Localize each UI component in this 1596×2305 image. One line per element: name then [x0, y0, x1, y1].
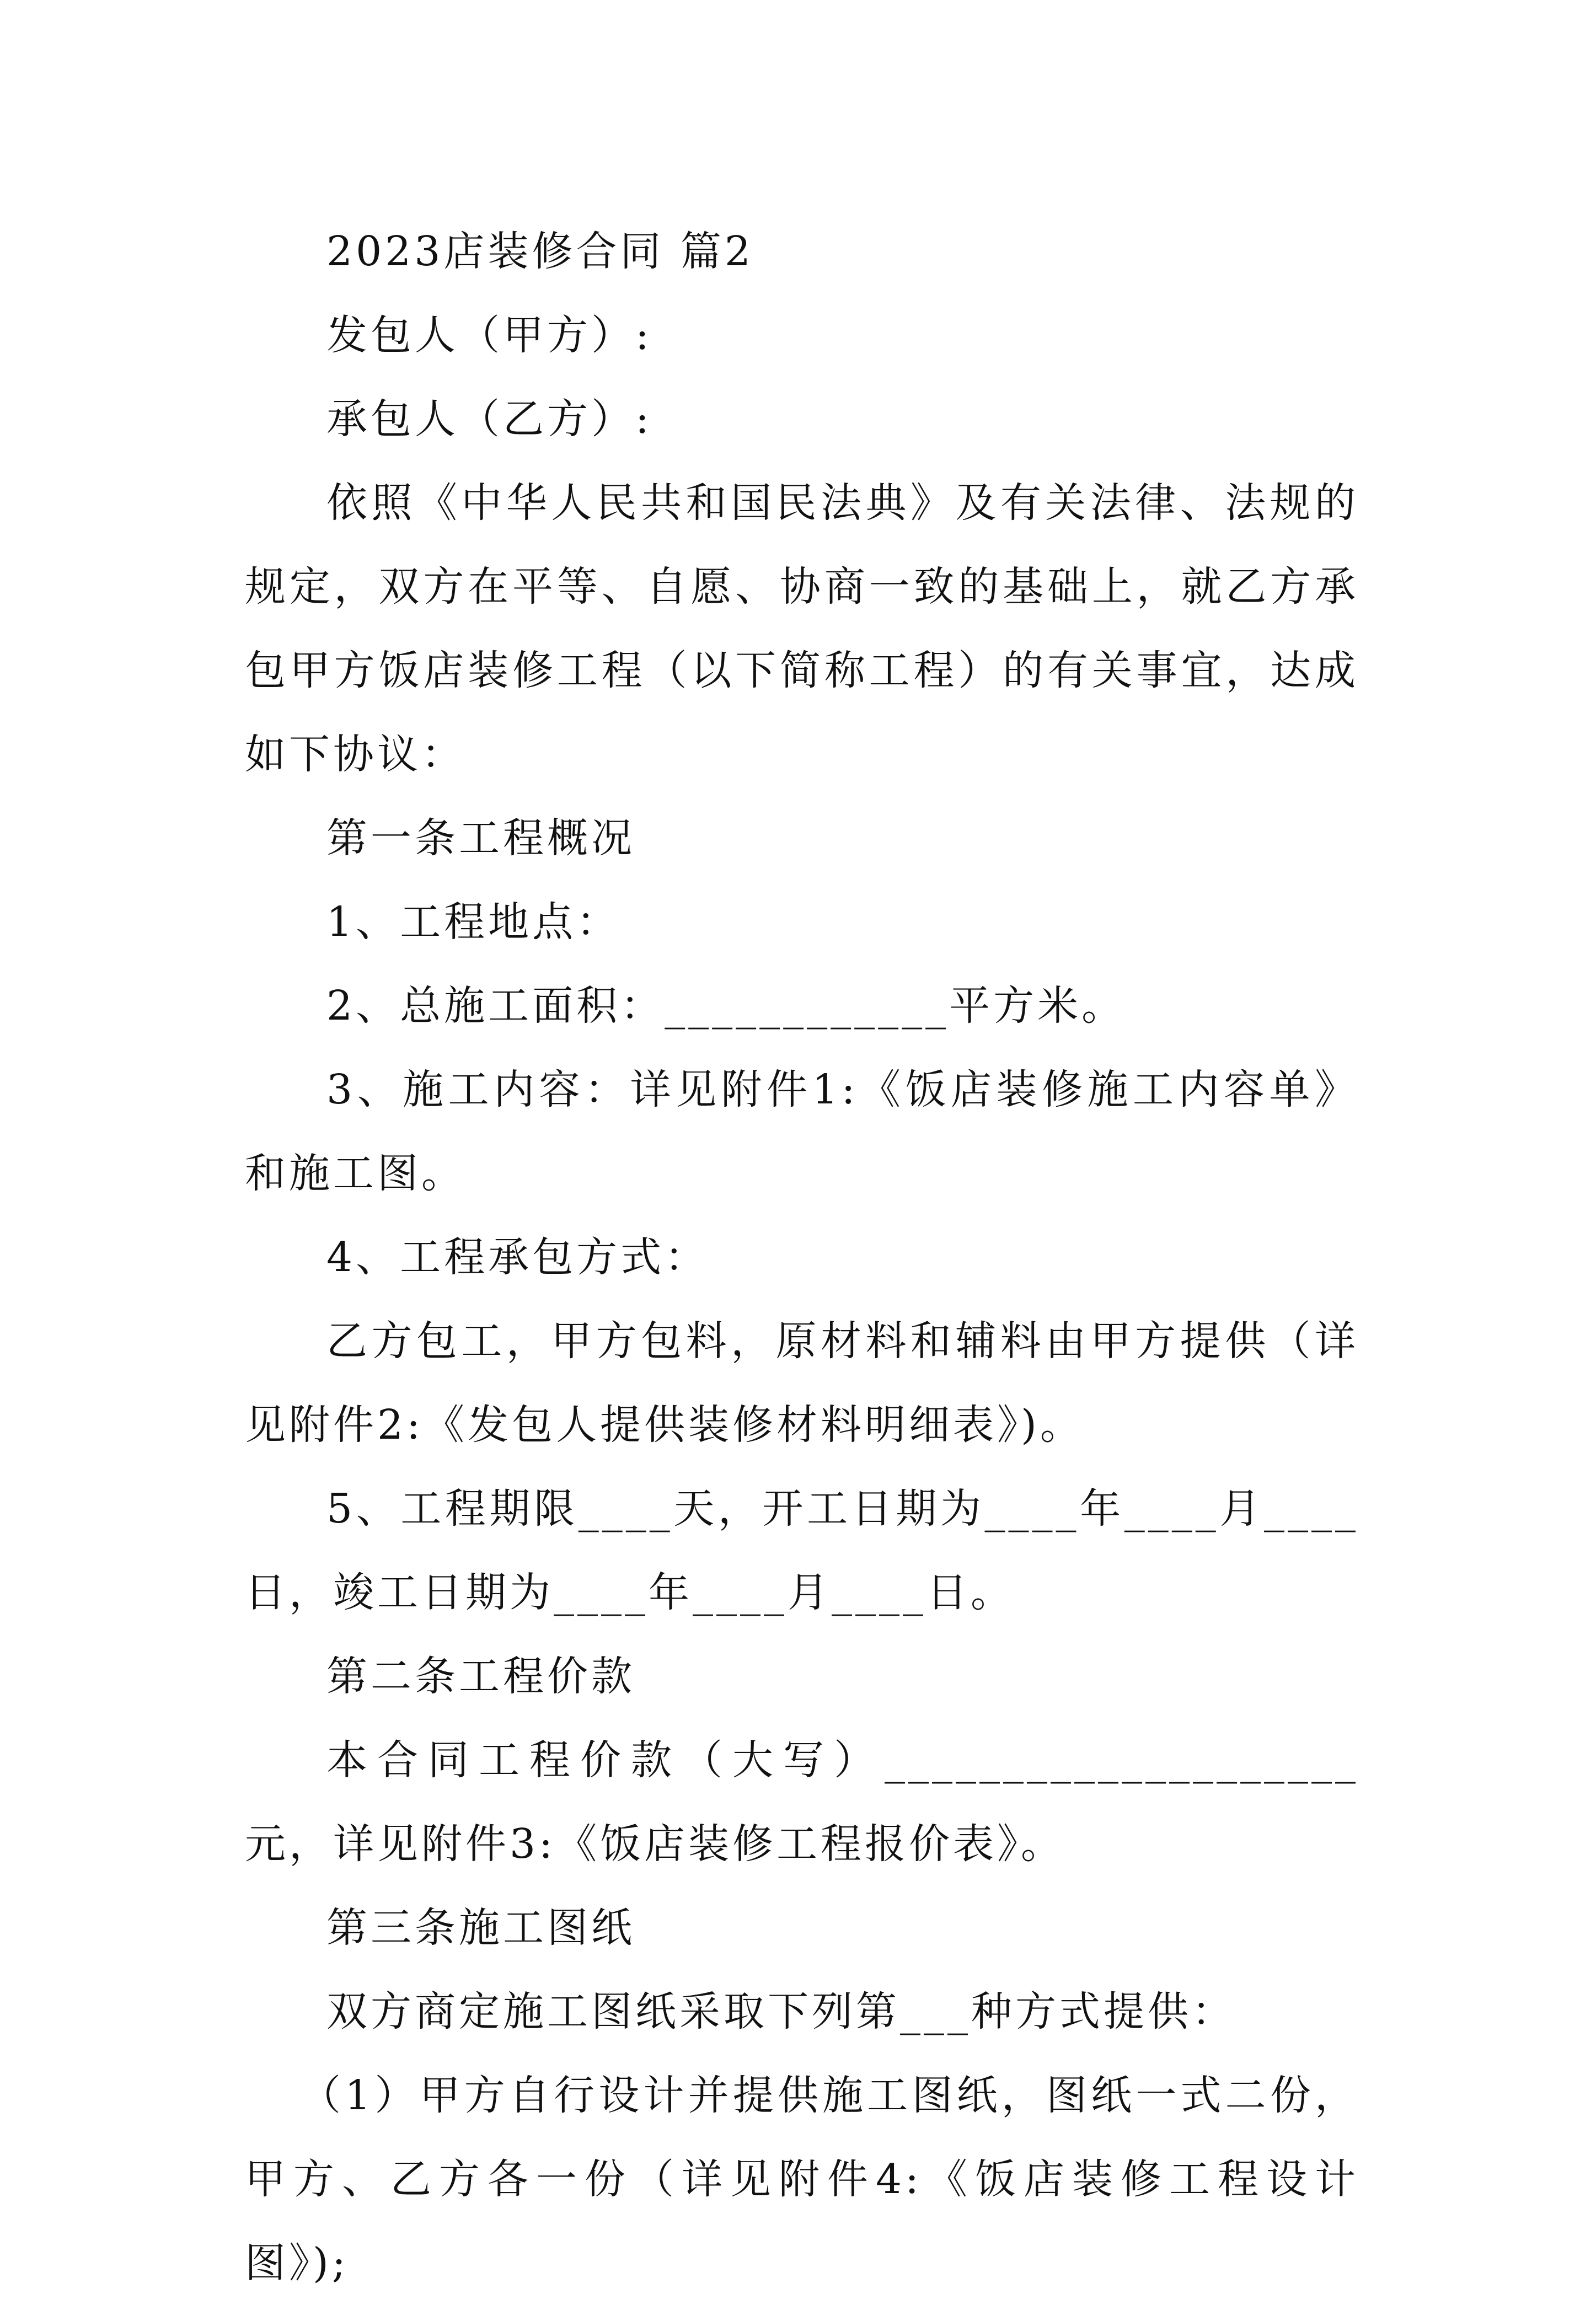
preamble-paragraph: 依照《中华人民共和国民法典》及有关法律、法规的规定，双方在平等、自愿、协商一致的基础上，就乙方承包甲方饭店装修工程（以下简称工程）的有关事宜，达成如下协议：: [245, 479, 1359, 778]
document-title: 2023店装修合同 篇2: [326, 228, 754, 275]
article-3-paragraph: 双方商定施工图纸采取下列第___种方式提供：: [326, 1988, 1236, 2035]
article-3-option-1: （1）甲方自行设计并提供施工图纸，图纸一式二份，甲方、乙方各一份（详见附件4:《饭店装修工程设计图》);: [245, 2072, 1359, 2287]
article-2-paragraph: 本合同工程价款（大写）____________________元，详见附件3:《饭店装修工程报价表》。: [245, 1736, 1359, 1868]
document-body: [245, 210, 1359, 2305]
party-b-line: 承包人（乙方）:: [326, 395, 652, 443]
article-2-heading: 第二条工程价款: [326, 1653, 635, 1700]
article-1-heading: 第一条工程概况: [326, 814, 635, 862]
article-1-item-4-detail: 乙方包工，甲方包料，原材料和辅料由甲方提供（详见附件2:《发包人提供装修材料明细表》)。: [245, 1317, 1359, 1449]
article-1-item-3: 3、施工内容：详见附件1:《饭店装修施工内容单》和施工图。: [245, 1066, 1359, 1197]
article-1-item-5: 5、工程期限____天，开工日期为____年____月____日，竣工日期为____年____月____日。: [245, 1485, 1359, 1616]
article-1-item-1: 1、工程地点：: [326, 898, 621, 946]
article-1-item-4: 4、工程承包方式：: [326, 1234, 709, 1281]
party-a-line: 发包人（甲方）:: [326, 312, 652, 359]
article-3-heading: 第三条施工图纸: [326, 1904, 635, 1952]
article-1-item-2: 2、总施工面积：____________平方米。: [326, 982, 1126, 1030]
